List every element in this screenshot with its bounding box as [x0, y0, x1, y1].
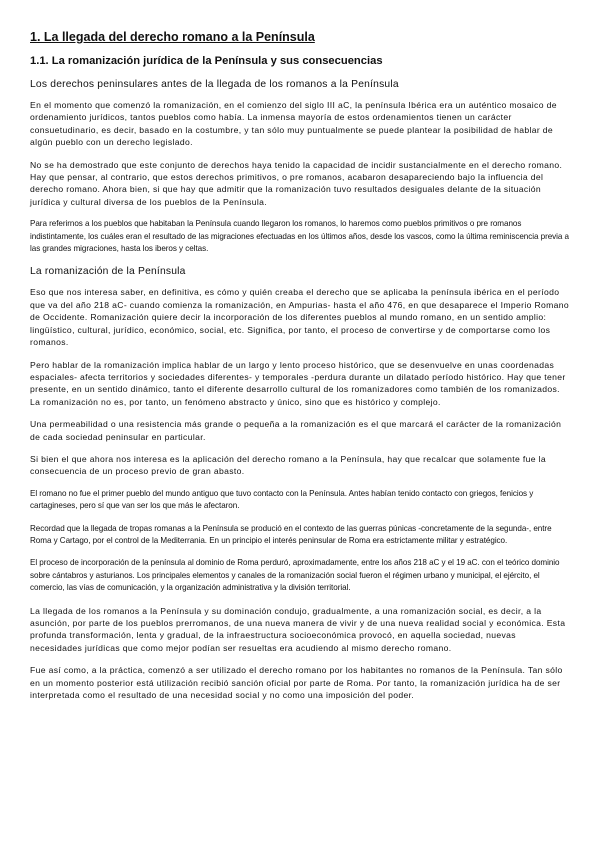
paragraph-1: En el momento que comenzó la romanización, en el comienzo del siglo III aC, la península Ibérica era un auténtico mosaico de ordenamiento jurídicos, tantos pueblos como había. La inmensa mayoría de estos ordenamientos tienen un carácter consuetudinario, es decir, basado en la costumbre, y tan sólo muy puntualmente se puede plantear la posibilidad de hablar de algún pueblo con un derecho legislado.: [30, 100, 557, 148]
paragraph-10: El proceso de incorporación de la península al dominio de Roma perduró, aproximadamente, entre los años 218 aC y el 19 aC. con el teórico dominio sobre cántabros y asturianos. Los principales elementos y canales de la romanización social fueron el régimen urbano y municipal, el ejército, el comercio, las vías de comunicación, y la organización administrativa y la división territorial.: [30, 558, 560, 593]
section-heading-pre-roman-law: Los derechos peninsulares antes de la llegada de los romanos a la Península: [30, 79, 399, 90]
paragraph-11: La llegada de los romanos a la Península y su dominación condujo, gradualmente, a una romanización social, es decir, a la asunción, por parte de los pueblos prerromanos, de una nueva manera de vivir y de una nueva realidad social y económica. Esta profunda transformación, lenta y gradual, de la infraestructura socioeconómica provocó, en aquella sociedad, nuevas necesidades jurídicas que como mejor podían ser resueltas era acudiendo al mismo derecho romano.: [30, 605, 566, 653]
paragraph-8: El romano no fue el primer pueblo del mundo antiguo que tuvo contacto con la Península. Antes habían tenido contacto con griegos, fenicios y cartagineses, pero sí que van ser los que más le afectaron.: [30, 488, 534, 511]
section-heading-romanization: La romanización de la Península: [30, 266, 186, 278]
paragraph-7: Si bien el que ahora nos interesa es la aplicación del derecho romano a la Península, hay que recalcar que solamente fue la consecuencia de un proceso previo de gran abasto.: [30, 453, 547, 477]
paragraph-2: No se ha demostrado que este conjunto de derechos haya tenido la capacidad de incidir sustancialmente en el derecho romano. Hay que pensar, al contrario, que estos derechos primitivos, o pre romanos, acabaron desapareciendo bajo la influencia del derecho romano. Ahora bien, si que hay que admitir que la romanización tuvo resultados desiguales delante de la situación jurídica y cultural diversa de los pueblos de la Península.: [30, 159, 563, 207]
main-heading: 1. La llegada del derecho romano a la Península: [30, 30, 315, 44]
paragraph-5: Pero hablar de la romanización implica hablar de un largo y lento proceso histórico, que se desenvuelve en unas coordenadas espaciales- afecta territorios y sociedades diferentes- y temporales -perdura durante un dilatado período histórico. Hay que tener presente, en un sentido dinámico, tanto el diferente desarrollo cultural de los romanizadores como también de los romanizados. La romanización no es, por tanto, un fenómeno abstracto y único, sino que es histórico y complejo.: [30, 359, 566, 407]
paragraph-6: Una permeabilidad o una resistencia más grande o pequeña a la romanización es el que marcará el carácter de la romanización de cada sociedad peninsular en particular.: [30, 419, 562, 442]
paragraph-12: Fue así como, a la práctica, comenzó a ser utilizado el derecho romano por los habitantes no romanos de la Península. Tan sólo en un momento posterior está utilización recibió sanción oficial por parte de Roma. Por tanto, la romanización jurídica ha de ser interpretada como el resultado de una necesidad social y no como una imposición del poder.: [30, 665, 563, 701]
paragraph-4: Eso que nos interesa saber, en definitiva, es cómo y quién creaba el derecho que se aplicaba la península ibérica en el período que va del año 218 aC- cuando comienza la romanización, en Ampurias- hasta el año 476, en que desaparece el Imperio Romano de Occidente. Romanización quiere decir la incorporación de los diferentes pueblos al mundo romano, en un sentido amplio: lingüístico, cultural, jurídico, económico, social, etc. Significa, por tanto, el proceso de convertirse y de comportarse como los romanos.: [30, 287, 570, 348]
paragraph-9: Recordad que la llegada de tropas romanas a la Península se produció en el contexto de las guerras púnicas -concretamente de la segunda-, entre Roma y Cartago, por el control de la Mediterrania. En un principio el interés peninsular de Roma era estrictamente militar y estratégico.: [30, 523, 552, 545]
subheading: 1.1. La romanización jurídica de la Península y sus consecuencias: [30, 55, 383, 67]
paragraph-3: Para referirnos a los pueblos que habitaban la Península cuando llegaron los romanos, lo haremos como pueblos primitivos o pre romanos indistintamente, los cuáles eran el resultado de las migraciones efectuadas en los últimos años, desde los vascos, como la última reminiscencia previa a las grandes migraciones, hasta los iberos y celtas.: [30, 219, 570, 254]
